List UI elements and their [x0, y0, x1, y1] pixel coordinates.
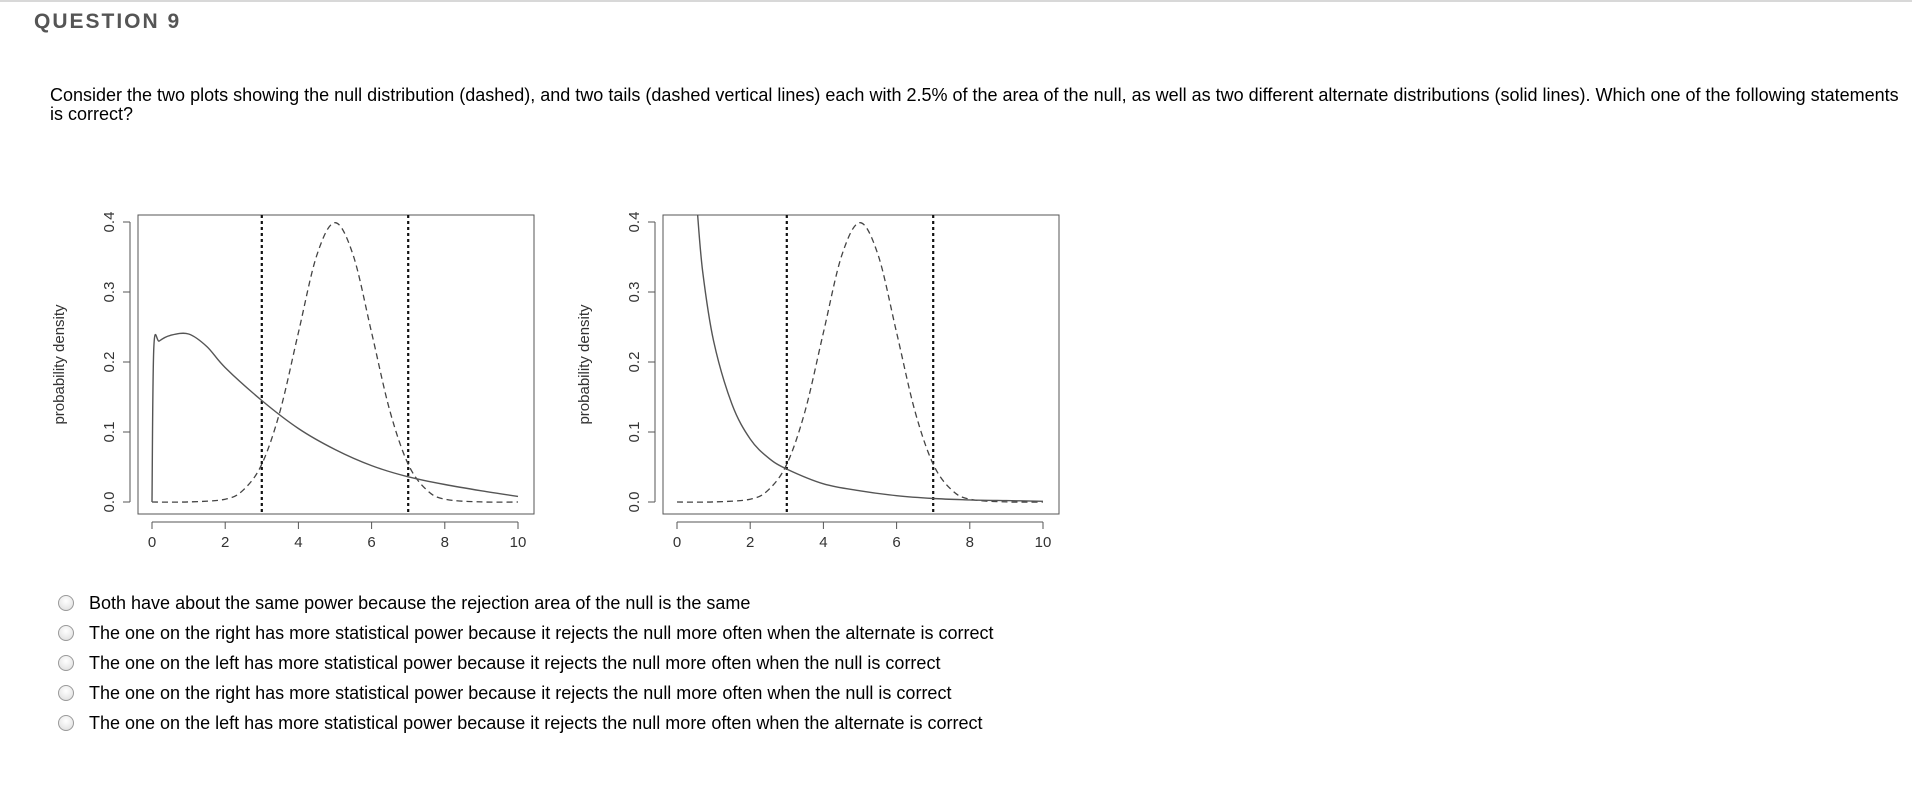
x-tick-label: 4 — [294, 534, 303, 551]
y-tick-label: 0.3 — [101, 281, 118, 303]
plot-frame — [663, 215, 1059, 514]
x-tick-label: 6 — [367, 534, 376, 551]
x-tick-label: 0 — [147, 534, 157, 551]
answer-option[interactable] — [58, 678, 993, 708]
plot-curves — [152, 223, 518, 502]
y-tick-label: 0.2 — [626, 351, 643, 373]
question-title: QUESTION 9 — [34, 10, 182, 33]
alternate-distribution-curve — [152, 333, 518, 502]
x-tick-label: 2 — [221, 534, 230, 551]
y-tick-label: 0.1 — [626, 421, 643, 443]
y-tick-label: 0.1 — [101, 421, 118, 443]
y-tick-label: 0.2 — [101, 351, 118, 373]
answer-option[interactable] — [58, 648, 993, 678]
null-distribution-curve — [677, 223, 1043, 502]
chart-left — [50, 205, 550, 565]
x-tick-label: 8 — [440, 534, 449, 551]
plot-frame — [138, 215, 534, 514]
y-tick-label: 0.0 — [101, 491, 118, 513]
y-axis-label: probability density — [51, 304, 68, 425]
y-tick-label: 0.3 — [626, 281, 643, 303]
y-tick-label: 0.4 — [626, 211, 643, 233]
plot-right — [575, 205, 1075, 565]
radio-button[interactable] — [58, 625, 74, 641]
y-tick-label: 0.4 — [101, 211, 118, 233]
question-text: Consider the two plots showing the null distribution (dashed), and two tails (dashed vertical lines) each with 2.5% of the area of the null, as well as two different alternate distributions (solid lines). Which one of the following statements is correct? — [50, 85, 1899, 124]
answer-option[interactable] — [58, 588, 993, 618]
answer-option[interactable] — [58, 708, 993, 738]
plot-left — [50, 205, 550, 565]
radio-button[interactable] — [58, 655, 74, 671]
plot-curves — [677, 208, 1043, 502]
x-tick-label: 10 — [509, 534, 527, 551]
radio-button[interactable] — [58, 715, 74, 731]
answer-option[interactable] — [58, 618, 993, 648]
x-tick-label: 10 — [1034, 534, 1052, 551]
alternate-distribution-curve — [697, 208, 1043, 501]
null-distribution-curve — [152, 223, 518, 502]
radio-button[interactable] — [58, 685, 74, 701]
answer-option-label: Both have about the same power because the rejection area of the null is the same — [89, 592, 751, 613]
x-tick-label: 8 — [965, 534, 974, 551]
answer-option-label: The one on the left has more statistical power because it rejects the null more often when the alternate is correct — [89, 712, 983, 733]
x-tick-label: 6 — [892, 534, 901, 551]
x-tick-label: 2 — [746, 534, 755, 551]
answer-option-label: The one on the left has more statistical power because it rejects the null more often when the null is correct — [89, 652, 941, 673]
x-tick-label: 4 — [819, 534, 828, 551]
y-axis-label: probability density — [576, 304, 593, 425]
top-divider — [0, 0, 1912, 2]
answer-option-label: The one on the right has more statistical power because it rejects the null more often when the alternate is correct — [89, 622, 994, 643]
x-tick-label: 0 — [672, 534, 682, 551]
radio-button[interactable] — [58, 595, 74, 611]
answer-option-label: The one on the right has more statistical power because it rejects the null more often when the null is correct — [89, 682, 952, 703]
chart-right — [575, 205, 1075, 565]
answer-options — [58, 588, 993, 738]
y-tick-label: 0.0 — [626, 491, 643, 513]
